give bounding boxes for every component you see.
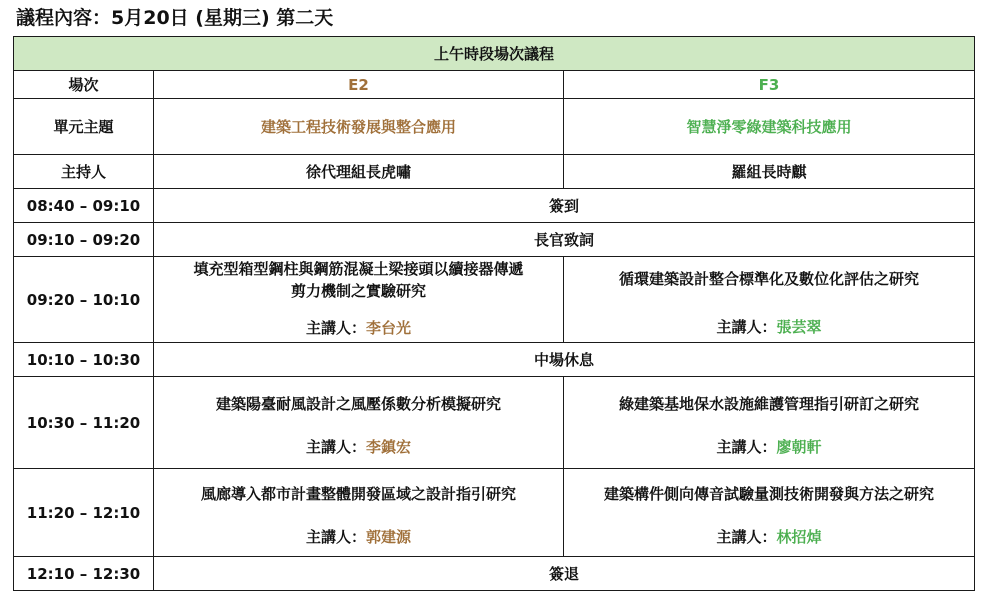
speaker-name: 李台光 bbox=[366, 319, 412, 337]
speaker-line bbox=[716, 526, 821, 548]
talk-e bbox=[154, 469, 564, 557]
speaker-prefix: 主講人： bbox=[716, 528, 777, 546]
speaker-name: 張芸翠 bbox=[776, 318, 822, 336]
talk-title: 風廊導入都市計畫整體開發區域之設計指引研究 bbox=[200, 485, 516, 503]
talk-title: 循環建築設計整合標準化及數位化評估之研究 bbox=[619, 270, 920, 288]
talk-title: 建築陽臺耐風設計之風壓係數分析模擬研究 bbox=[215, 395, 501, 413]
speaker-prefix: 主講人： bbox=[305, 528, 366, 546]
agenda-item: 長官致詞 bbox=[154, 223, 975, 257]
table-row-host bbox=[14, 155, 975, 189]
time-slot: 09:20 – 10:10 bbox=[14, 257, 154, 343]
speaker-line bbox=[306, 526, 411, 548]
agenda-item: 簽退 bbox=[154, 557, 975, 591]
talk-e bbox=[154, 257, 564, 343]
table-row-header-band bbox=[14, 37, 975, 71]
time-slot: 12:10 – 12:30 bbox=[14, 557, 154, 591]
table-row bbox=[14, 469, 975, 557]
page-title: 議程內容：5月20日 (星期三) 第二天 bbox=[16, 7, 334, 29]
talk-title: 剪力機制之實驗研究 bbox=[290, 282, 426, 300]
speaker-line bbox=[716, 316, 821, 338]
session-f: F3 bbox=[564, 71, 975, 99]
session-label: 場次 bbox=[14, 71, 154, 99]
host-e: 徐代理組長虎嘯 bbox=[154, 155, 564, 189]
talk-e bbox=[154, 377, 564, 469]
table-row-session bbox=[14, 71, 975, 99]
talk-f bbox=[564, 469, 975, 557]
talk-title: 填充型箱型鋼柱與鋼筋混凝土梁接頭以續接器傳遞 bbox=[193, 260, 524, 278]
time-slot: 10:30 – 11:20 bbox=[14, 377, 154, 469]
talk-title: 建築構件側向傳音試驗量測技術開發與方法之研究 bbox=[604, 485, 935, 503]
host-f: 羅組長時麒 bbox=[564, 155, 975, 189]
talk-title: 綠建築基地保水設施維護管理指引研訂之研究 bbox=[619, 395, 920, 413]
speaker-prefix: 主講人： bbox=[716, 438, 777, 456]
speaker-name: 林招焯 bbox=[776, 528, 822, 546]
header-band: 上午時段場次議程 bbox=[14, 37, 975, 71]
speaker-name: 李鎮宏 bbox=[366, 438, 412, 456]
speaker-prefix: 主講人： bbox=[305, 438, 366, 456]
time-slot: 11:20 – 12:10 bbox=[14, 469, 154, 557]
session-e: E2 bbox=[154, 71, 564, 99]
time-slot: 08:40 – 09:10 bbox=[14, 189, 154, 223]
speaker-line bbox=[306, 436, 411, 458]
host-label: 主持人 bbox=[14, 155, 154, 189]
theme-f: 智慧淨零綠建築科技應用 bbox=[564, 99, 975, 155]
table-row bbox=[14, 377, 975, 469]
speaker-line bbox=[306, 317, 411, 339]
table-row bbox=[14, 257, 975, 343]
talk-f bbox=[564, 257, 975, 343]
speaker-prefix: 主講人： bbox=[716, 318, 777, 336]
table-row bbox=[14, 557, 975, 591]
table-row bbox=[14, 189, 975, 223]
speaker-name: 廖朝軒 bbox=[776, 438, 822, 456]
speaker-prefix: 主講人： bbox=[305, 319, 366, 337]
agenda-item: 中場休息 bbox=[154, 343, 975, 377]
theme-e: 建築工程技術發展與整合應用 bbox=[154, 99, 564, 155]
talk-f bbox=[564, 377, 975, 469]
table-row-theme bbox=[14, 99, 975, 155]
time-slot: 09:10 – 09:20 bbox=[14, 223, 154, 257]
theme-label: 單元主題 bbox=[14, 99, 154, 155]
speaker-line bbox=[716, 436, 821, 458]
table-row bbox=[14, 343, 975, 377]
agenda-item: 簽到 bbox=[154, 189, 975, 223]
speaker-name: 郭建源 bbox=[366, 528, 412, 546]
table-row bbox=[14, 223, 975, 257]
time-slot: 10:10 – 10:30 bbox=[14, 343, 154, 377]
agenda-table bbox=[13, 36, 975, 591]
